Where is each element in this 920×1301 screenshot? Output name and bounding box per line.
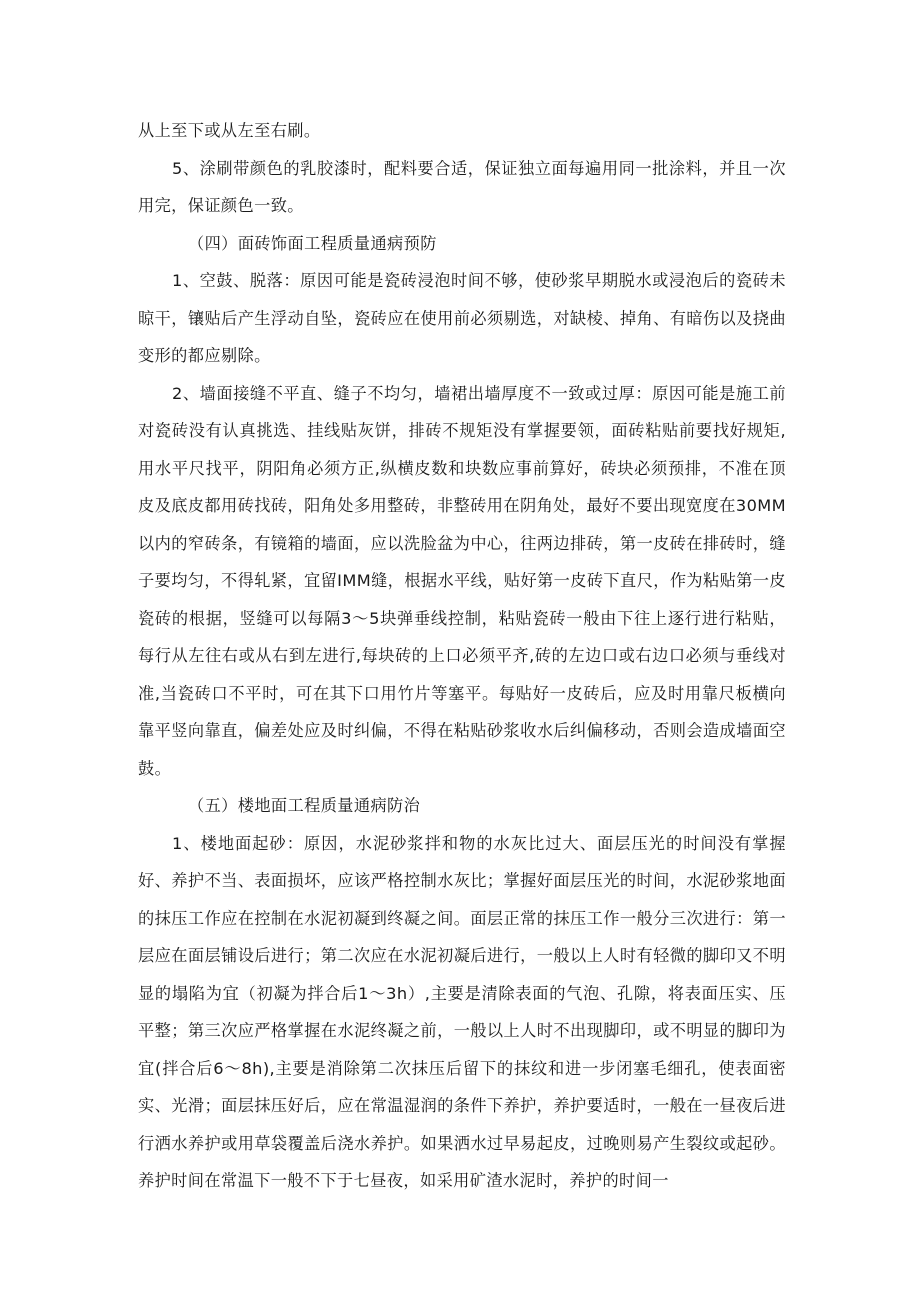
paragraph-item-5: 5、涂刷带颜色的乳胶漆时，配料要合适，保证独立面每遍用同一批涂料，并且一次用完，保证颜色一致。	[138, 158, 786, 215]
paragraph-hollow-drum: 1、空鼓、脱落：原因可能是瓷砖浸泡时间不够，使砂浆早期脱水或浸泡后的瓷砖未晾干，镶贴后产生浮动自坠，瓷砖应在使用前必须剔选，对缺棱、掉角、有暗伤以及挠曲变形的都应剔除。	[138, 271, 786, 365]
paragraph-joint-uneven: 2、墙面接缝不平直、缝子不均匀，墙裙出墙厚度不一致或过厚：原因可能是施工前对瓷砖没有认真挑选、挂线贴灰饼，排砖不规矩没有掌握要领，面砖粘贴前要找好规矩,用水平尺找平，阴阳角必须方正,纵横皮数和块数应事前算好，砖块必须预排，不准在顶皮及底皮都用砖找砖，阳角处多用整砖，非整砖用在阴角处，最好不要出现宽度在30MM以内的窄砖条，有镜箱的墙面，应以洗脸盆为中心，往两边排砖，第一皮砖在排砖时，缝子要均匀，不得轧紧，宜留IMM缝，根据水平线，贴好第一皮砖下直尺，作为粘贴第一皮瓷砖的根据，竖缝可以每隔3～5块弹垂线控制，粘贴瓷砖一般由下往上逐行进行粘贴，每行从左往右或从右到左进行,每块砖的上口必须平齐,砖的左边口或右边口必须与垂线对准,当瓷砖口不平时，可在其下口用竹片等塞平。每贴好一皮砖后，应及时用靠尺板横向靠平竖向靠直，偏差处应及时纠偏，不得在粘贴砂浆收水后纠偏移动，否则会造成墙面空鼓。	[138, 383, 786, 778]
document-page	[138, 112, 786, 1200]
paragraph-continuation: 从上至下或从左至右刷。	[138, 121, 321, 140]
section-heading-5: （五）楼地面工程质量通病防治	[188, 796, 421, 815]
paragraph-floor-sanding: 1、楼地面起砂：原因，水泥砂浆拌和物的水灰比过大、面层压光的时间没有掌握好、养护不当、表面损坏，应该严格控制水灰比；掌握好面层压光的时间，水泥砂浆地面的抹压工作应在控制在水泥初凝到终凝之间。面层正常的抹压工作一般分三次进行：第一层应在面层铺设后进行；第二次应在水泥初凝后进行，一般以上人时有轻微的脚印又不明显的塌陷为宜（初凝为拌合后1～3h）,主要是清除表面的气泡、孔隙，将表面压实、压平整；第三次应严格掌握在水泥终凝之前，一般以上人时不出现脚印，或不明显的脚印为宜(拌合后6～8h),主要是消除第二次抹压后留下的抹纹和进一步闭塞毛细孔，使表面密实、光滑；面层抹压好后，应在常温湿润的条件下养护，养护要适时，一般在一昼夜后进行洒水养护或用草袋覆盖后浇水养护。如果洒水过早易起皮，过晚则易产生裂纹或起砂。养护时间在常温下一般不下于七昼夜，如采用矿渣水泥时，养护的时间一	[138, 833, 786, 1190]
section-heading-4: （四）面砖饰面工程质量通病预防	[188, 233, 437, 253]
